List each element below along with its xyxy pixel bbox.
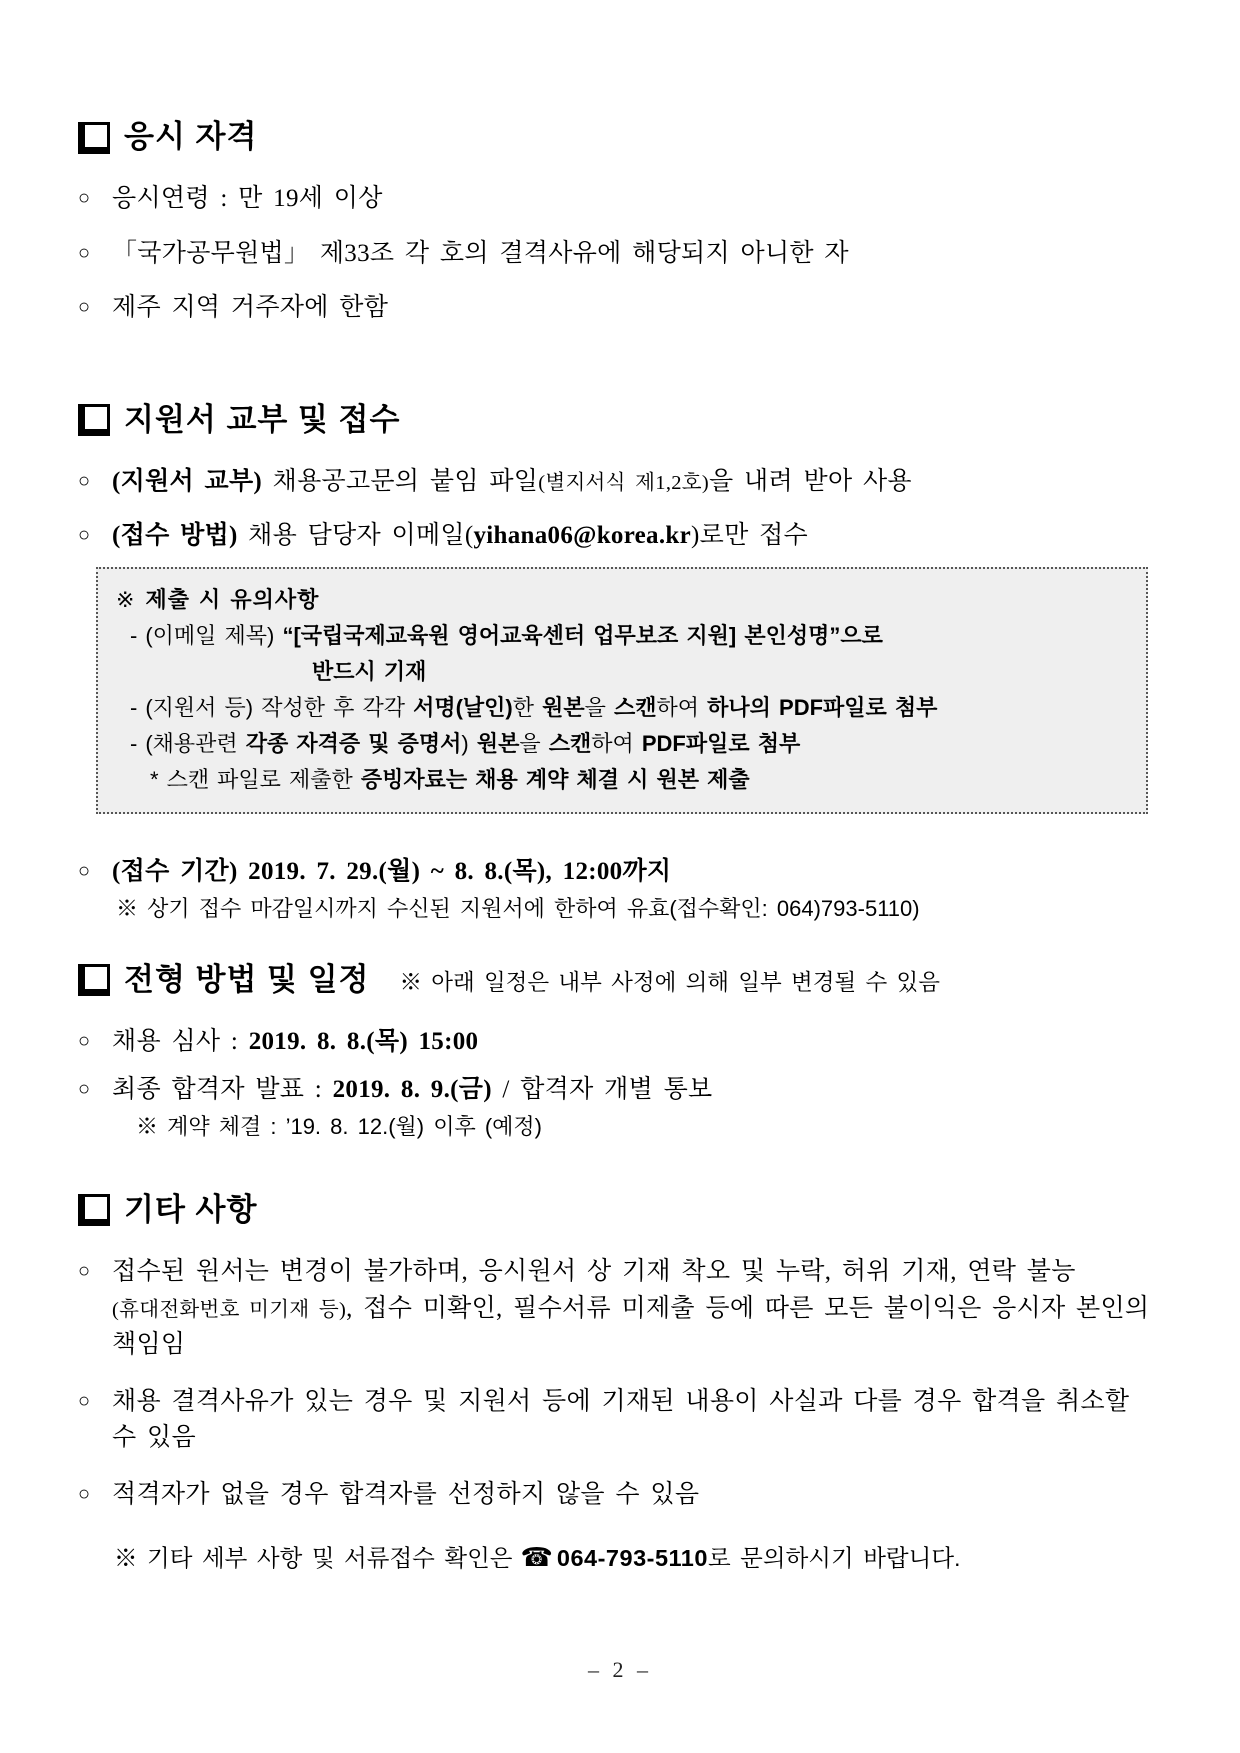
notice-segment: 각종 자격증 및 증명서 xyxy=(245,731,462,757)
phone-number: 064-793-5110 xyxy=(556,1545,708,1571)
bullet-item-cancellation xyxy=(78,1384,1162,1457)
notice-segment: 스캔 xyxy=(548,731,592,757)
circle-bullet: ○ xyxy=(78,524,91,547)
bullet-item-announcement xyxy=(78,1072,1162,1109)
notice-segment: 하나의 PDF파일로 첨부 xyxy=(707,695,938,721)
notice-line-certificates-scan xyxy=(116,726,1128,762)
square-bullet-icon xyxy=(78,404,110,436)
bullet-item-law xyxy=(78,236,1162,273)
bullet-item-form-distribution xyxy=(78,464,1162,501)
item-paren: (휴대전화번호 미기재 등) xyxy=(112,1298,347,1321)
item-segment: 접수된 원서는 변경이 불가하며, 응시원서 상 기재 착오 및 누락, 허위 기재, 연락 불능 xyxy=(112,1258,1076,1285)
notice-box-title xyxy=(116,582,1128,618)
notice-segment: (지원서 등) 작성한 후 각각 xyxy=(145,695,414,721)
notice-segment: 원본 xyxy=(476,731,520,757)
bullet-item-age xyxy=(78,181,1162,218)
section-heading-eligibility xyxy=(78,118,1162,155)
section-title: 지원서 교부 및 접수 xyxy=(124,401,401,437)
submission-notice-box xyxy=(96,567,1148,814)
circle-bullet: ○ xyxy=(78,1029,91,1052)
square-bullet-icon xyxy=(78,964,110,996)
item-text: 「국가공무원법」 제33조 각 호의 결격사유에 해당되지 아니한 자 xyxy=(112,239,849,267)
item-text xyxy=(112,464,1162,501)
item-text: 제주 지역 거주자에 한함 xyxy=(112,294,389,322)
notice-segment: 하여 xyxy=(591,731,642,757)
square-bullet-icon xyxy=(78,1194,110,1226)
bullet-item-residency xyxy=(78,290,1162,327)
notice-segment: (이메일 제목) xyxy=(145,622,283,648)
item-text xyxy=(112,854,1162,891)
notice-segment: (채용관련 xyxy=(145,731,246,757)
submission-period-note: ※ 상기 접수 마감일시까지 수신된 지원서에 한하여 유효(접수확인: 064)793-5110) xyxy=(116,895,920,921)
notice-segment: ) xyxy=(461,731,477,757)
note-segment: ※ 기타 세부 사항 및 서류접수 확인은 xyxy=(114,1545,513,1571)
notice-segment: 증빙자료는 채용 계약 체결 시 원본 제출 xyxy=(360,767,750,793)
contact-note xyxy=(114,1539,1162,1573)
item-label: (접수 기간) xyxy=(112,858,238,886)
notice-segment: 서명(날인) xyxy=(413,695,513,721)
bullet-item-responsibility xyxy=(78,1254,1162,1364)
notice-segment: PDF파일로 첨부 xyxy=(641,731,801,757)
section-heading-selection xyxy=(78,961,1162,998)
circle-bullet: ○ xyxy=(78,187,91,210)
circle-bullet: ○ xyxy=(78,1260,91,1282)
dash-bullet: - xyxy=(130,731,138,757)
item-segment: )로만 접수 xyxy=(691,522,808,550)
section-title: 응시 자격 xyxy=(124,119,258,154)
square-bullet-icon xyxy=(78,122,110,154)
notice-line-continued: 반드시 기재 xyxy=(312,659,427,685)
page-number: – 2 – xyxy=(588,1657,652,1682)
item-segment: 최종 합격자 발표 : xyxy=(112,1076,333,1104)
dash-bullet: - xyxy=(130,695,138,721)
notice-title-text: 제출 시 유의사항 xyxy=(145,586,320,612)
section-selection-schedule xyxy=(78,961,1162,1143)
notice-segment: 을 xyxy=(519,731,549,757)
email-address: yihana06@korea.kr xyxy=(473,522,692,550)
item-text: 응시연령 : 만 19세 이상 xyxy=(112,185,383,213)
reference-mark: ※ xyxy=(116,586,136,612)
item-segment: / 합격자 개별 통보 xyxy=(491,1076,713,1104)
notice-segment: 을 xyxy=(584,695,615,721)
section-other xyxy=(78,1191,1162,1573)
contract-note: ※ 계약 체결 : ’19. 8. 12.(월) 이후 (예정) xyxy=(136,1113,542,1139)
item-paren: (별지서식 제1,2호) xyxy=(538,471,710,494)
bullet-item-submission-period xyxy=(78,854,1162,891)
schedule-change-note: ※ 아래 일정은 내부 사정에 의해 일부 변경될 수 있음 xyxy=(399,969,940,995)
section-title: 전형 방법 및 일정 xyxy=(124,961,370,997)
dash-bullet: - xyxy=(130,622,138,648)
circle-bullet: ○ xyxy=(78,241,91,264)
notice-segment: 한 xyxy=(512,695,543,721)
notice-segment: “[국립국제교육원 영어교육센터 업무보조 지원] 본인성명”으로 xyxy=(282,622,883,648)
notice-segment: 하여 xyxy=(656,695,708,721)
item-segment: 채용 심사 : xyxy=(112,1027,249,1055)
notice-line-application-scan xyxy=(116,690,1128,726)
item-segment: 을 내려 받아 사용 xyxy=(709,467,912,495)
item-date: 2019. 8. 9.(금) xyxy=(332,1076,492,1104)
section-eligibility xyxy=(78,118,1162,327)
note-segment: 로 문의하시기 바랍니다. xyxy=(707,1545,961,1571)
bullet-item-submission-method xyxy=(78,518,1162,555)
circle-bullet: ○ xyxy=(78,1482,91,1505)
circle-bullet: ○ xyxy=(78,1078,91,1101)
notice-segment: 스캔 xyxy=(614,695,657,721)
item-text: 채용 결격사유가 있는 경우 및 지원서 등에 기재된 내용이 사실과 다를 경우 합격을 취소할 수 있음 xyxy=(112,1387,1130,1451)
section-heading-other xyxy=(78,1191,1162,1228)
circle-bullet: ○ xyxy=(78,296,91,319)
item-text xyxy=(112,1254,1162,1364)
item-text: 적격자가 없을 경우 합격자를 선정하지 않을 수 있음 xyxy=(112,1480,700,1508)
circle-bullet: ○ xyxy=(78,469,91,492)
item-segment: 채용공고문의 붙임 파일 xyxy=(262,467,539,495)
star-bullet: * xyxy=(150,767,159,793)
notice-line-original-submission xyxy=(116,762,1128,798)
item-date: 2019. 7. 29.(월) ~ 8. 8.(목), 12:00까지 xyxy=(237,858,672,886)
notice-segment: 원본 xyxy=(542,695,585,721)
phone-icon: ☎ xyxy=(520,1542,553,1572)
bullet-item-review xyxy=(78,1024,1162,1061)
item-segment: 채용 담당자 이메일( xyxy=(237,522,474,550)
item-label: (접수 방법) xyxy=(112,522,238,550)
section-heading-application xyxy=(78,401,1162,438)
notice-segment: 스캔 파일로 제출한 xyxy=(166,767,361,793)
bullet-item-no-selection xyxy=(78,1477,1162,1514)
item-text xyxy=(112,1072,1162,1109)
item-segment: , 접수 미확인, 필수서류 미제출 등에 따른 모든 불이익은 응시자 본인의 책임임 xyxy=(112,1294,1150,1358)
notice-line-email-subject xyxy=(116,618,1128,654)
circle-bullet: ○ xyxy=(78,860,91,883)
item-date: 2019. 8. 8.(목) 15:00 xyxy=(248,1027,479,1055)
section-application xyxy=(78,401,1162,925)
item-label: (지원서 교부) xyxy=(112,467,263,495)
circle-bullet: ○ xyxy=(78,1389,91,1412)
item-text xyxy=(112,1024,1162,1061)
section-title: 기타 사항 xyxy=(124,1191,258,1227)
item-text xyxy=(112,518,1162,555)
